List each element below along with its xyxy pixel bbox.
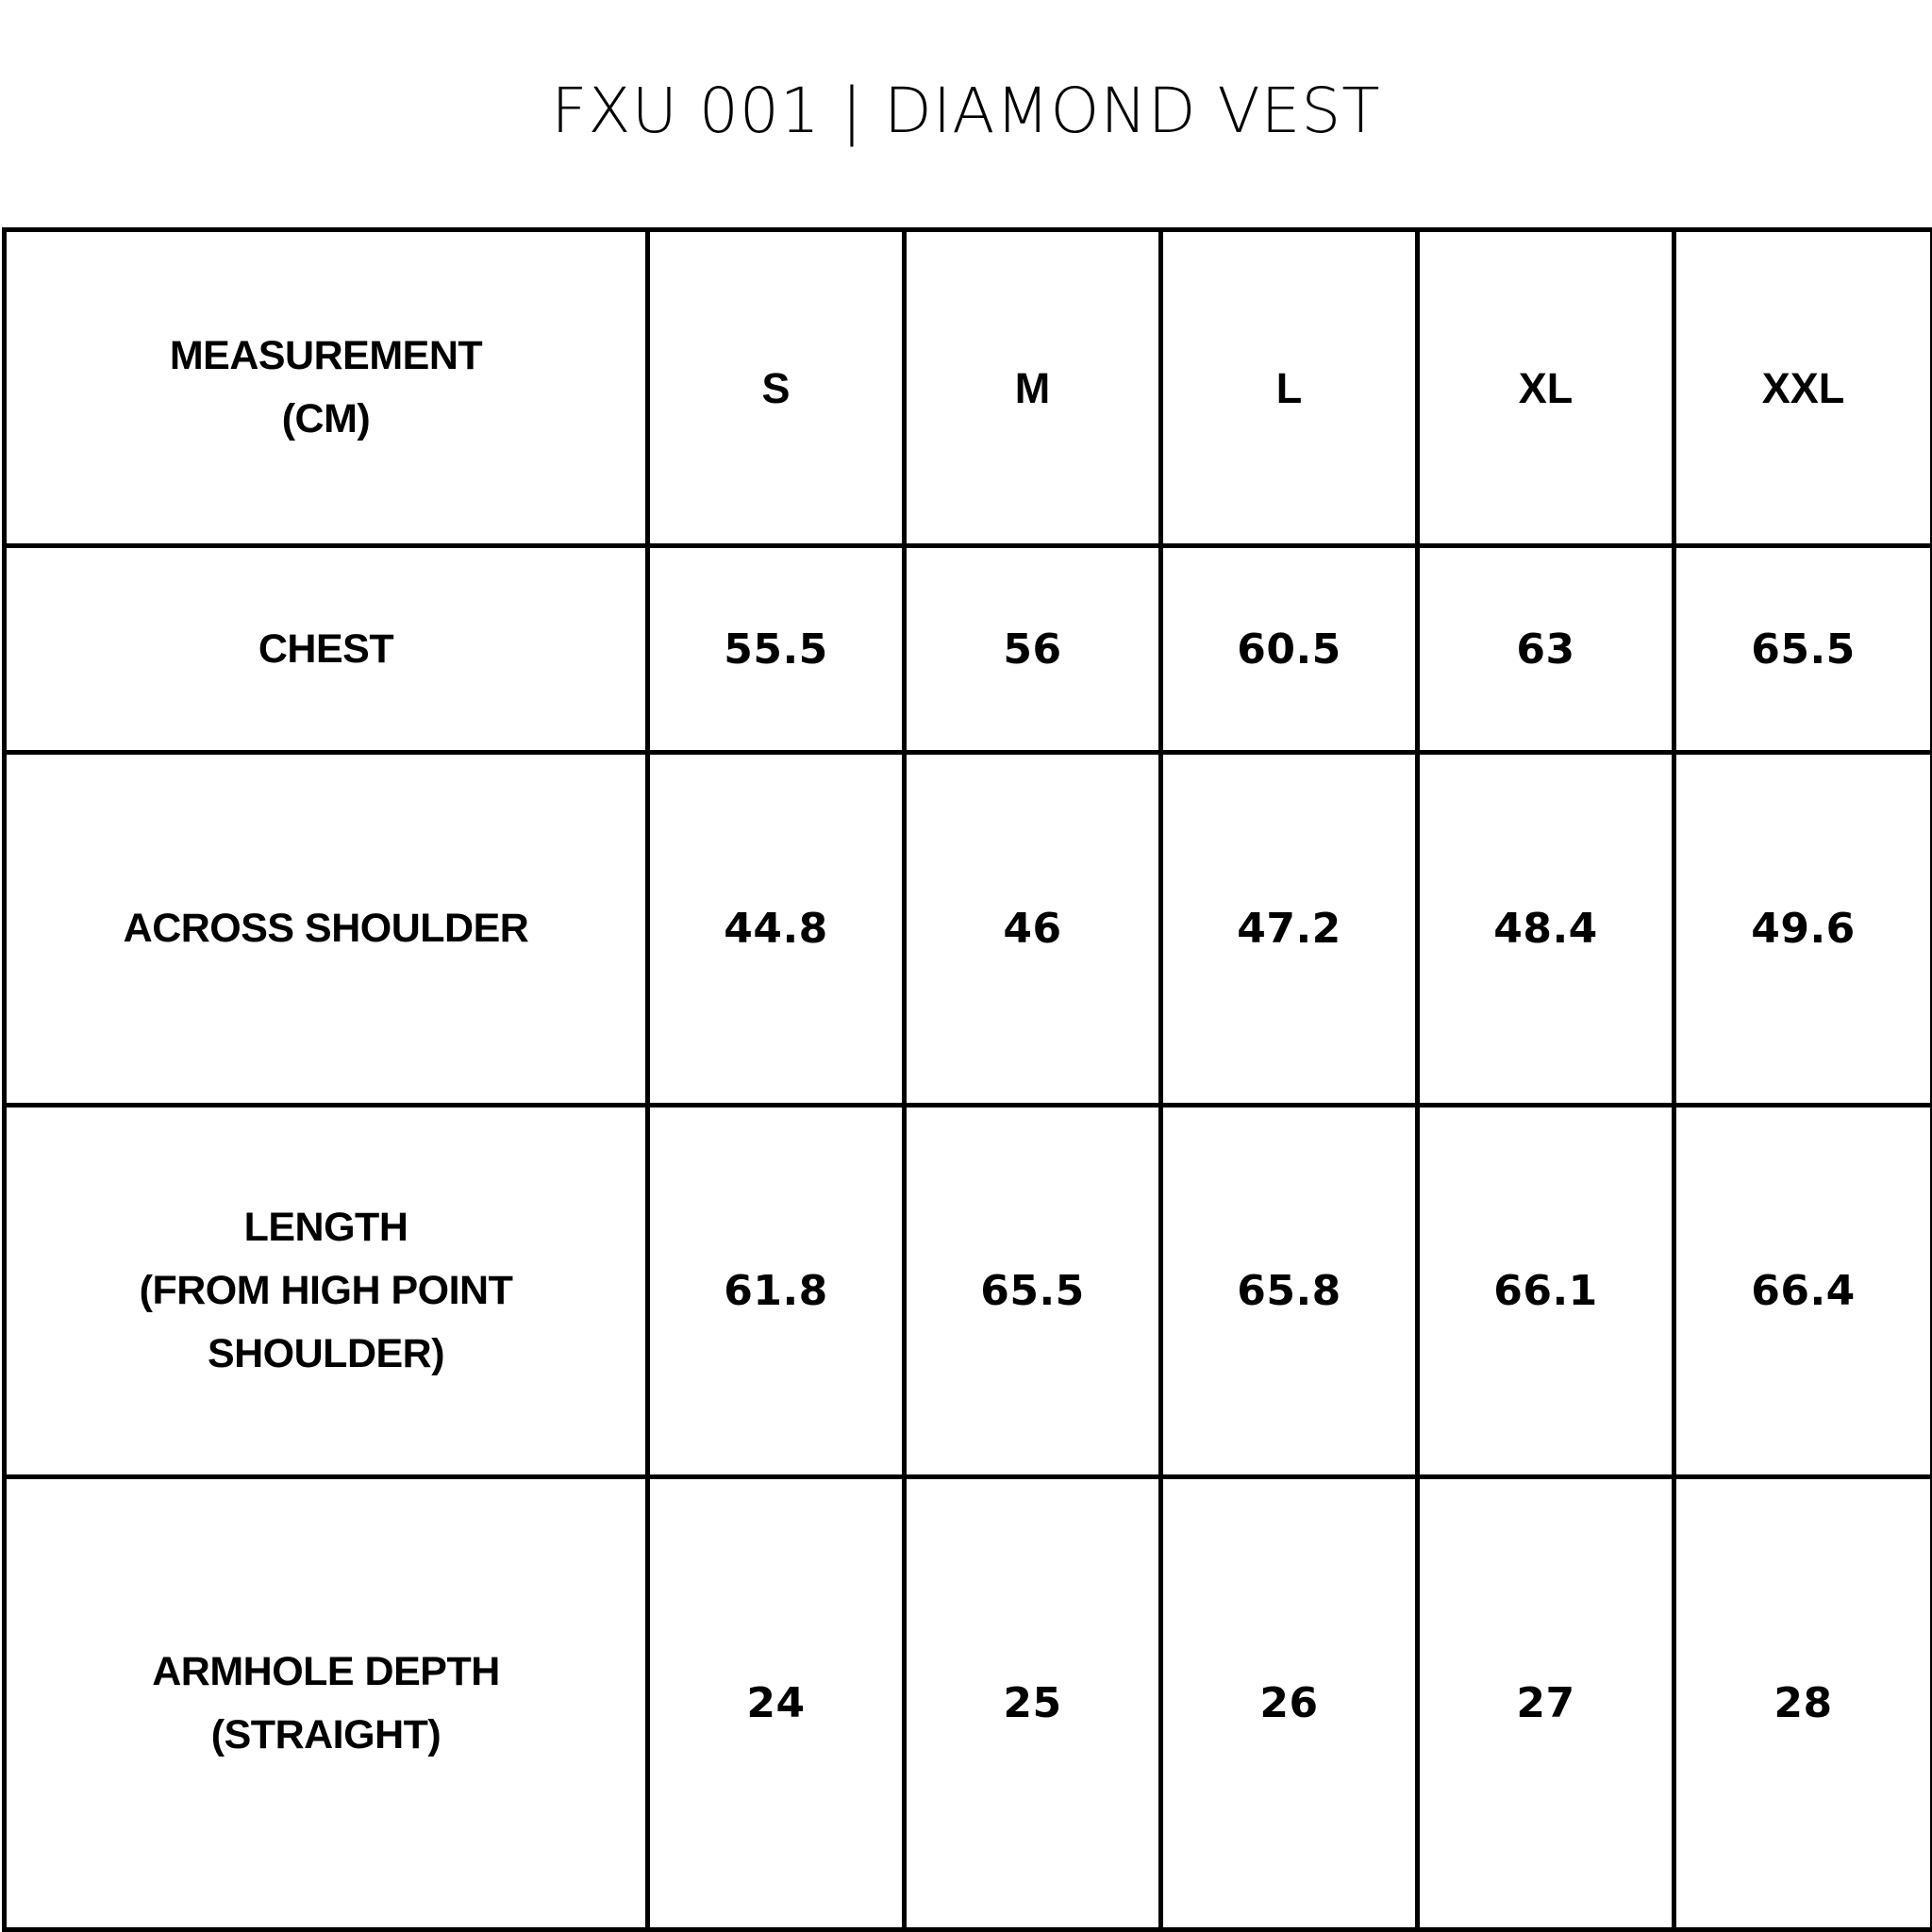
row-label-line: ACROSS SHOULDER [123, 906, 529, 951]
row-label-armhole-depth [5, 1477, 648, 1930]
value-cell: 65.5 [905, 1106, 1161, 1477]
size-header-s: S [648, 230, 905, 546]
measurement-header-unit: (CM) [281, 396, 371, 441]
row-label-line: ARMHOLE DEPTH [152, 1648, 500, 1694]
row-label-line: (STRAIGHT) [210, 1711, 441, 1757]
row-label-line: LENGTH [243, 1205, 408, 1250]
row-label-across-shoulder [5, 753, 648, 1106]
value-cell: 65.5 [1674, 546, 1932, 753]
value-cell: 63 [1418, 546, 1674, 753]
value-cell: 65.8 [1161, 1106, 1418, 1477]
size-chart-table [2, 227, 1932, 1932]
row-label-line: (FROM HIGH POINT [139, 1268, 513, 1313]
value-cell: 48.4 [1418, 753, 1674, 1106]
value-cell: 66.1 [1418, 1106, 1674, 1477]
size-header-xl: XL [1418, 230, 1674, 546]
row-label-line: SHOULDER) [207, 1331, 445, 1376]
value-cell: 56 [905, 546, 1161, 753]
value-cell: 25 [905, 1477, 1161, 1930]
value-cell: 61.8 [648, 1106, 905, 1477]
value-cell: 49.6 [1674, 753, 1932, 1106]
measurement-header-cell [5, 230, 648, 546]
value-cell: 60.5 [1161, 546, 1418, 753]
value-cell: 28 [1674, 1477, 1932, 1930]
table-row-length [5, 1106, 1932, 1477]
value-cell: 47.2 [1161, 753, 1418, 1106]
table-row-chest [5, 546, 1932, 753]
measurement-header-label: MEASUREMENT [169, 333, 483, 378]
size-header-m: M [905, 230, 1161, 546]
row-label-line: CHEST [258, 625, 394, 672]
value-cell: 24 [648, 1477, 905, 1930]
value-cell: 27 [1418, 1477, 1674, 1930]
page-title: FXU 001 | DIAMOND VEST [551, 75, 1381, 147]
table-row-armhole-depth [5, 1477, 1932, 1930]
value-cell: 55.5 [648, 546, 905, 753]
value-cell: 44.8 [648, 753, 905, 1106]
size-header-xxl: XXL [1674, 230, 1932, 546]
header-row [5, 230, 1932, 546]
size-header-l: L [1161, 230, 1418, 546]
value-cell: 26 [1161, 1477, 1418, 1930]
table-row-across-shoulder [5, 753, 1932, 1106]
row-label-chest [5, 546, 648, 753]
row-label-length [5, 1106, 648, 1477]
value-cell: 66.4 [1674, 1106, 1932, 1477]
value-cell: 46 [905, 753, 1161, 1106]
